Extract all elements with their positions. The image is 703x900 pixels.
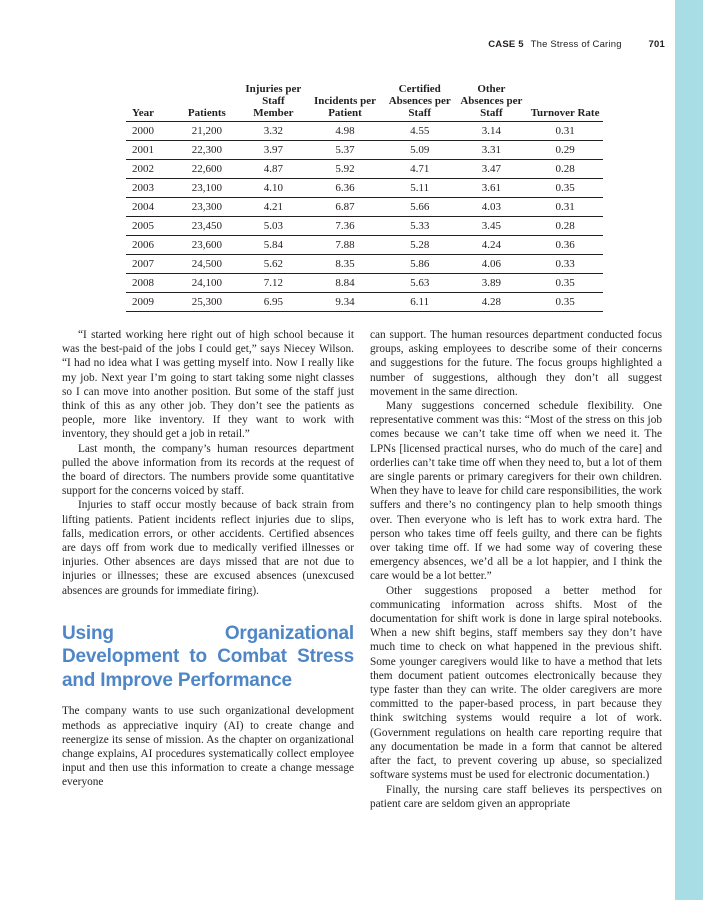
table-cell: 2002 xyxy=(126,160,173,179)
table-cell: 4.28 xyxy=(456,293,528,312)
table-cell: 7.88 xyxy=(306,236,384,255)
table-cell: 22,300 xyxy=(173,141,241,160)
table-cell: 4.03 xyxy=(456,198,528,217)
table-cell: 7.12 xyxy=(241,274,307,293)
table-cell: 2008 xyxy=(126,274,173,293)
table-cell: 3.45 xyxy=(456,217,528,236)
table-cell: 4.55 xyxy=(384,122,456,141)
right-text-column xyxy=(370,328,662,811)
table-cell: 6.11 xyxy=(384,293,456,312)
table-cell: 0.33 xyxy=(527,255,603,274)
table-cell: 3.47 xyxy=(456,160,528,179)
table-row xyxy=(126,255,603,274)
table-cell: 5.63 xyxy=(384,274,456,293)
table-cell: 2009 xyxy=(126,293,173,312)
table-cell: 4.06 xyxy=(456,255,528,274)
table-cell: 2000 xyxy=(126,122,173,141)
table-row xyxy=(126,198,603,217)
table-cell: 5.92 xyxy=(306,160,384,179)
table-header-row xyxy=(126,83,603,122)
table-cell: 3.14 xyxy=(456,122,528,141)
right-paragraphs xyxy=(370,399,662,811)
body-paragraph: Last month, the company’s human resources department pulled the above information from its records at the request of the board of directors. The numbers provide some quantitative support for the concerns voiced by staff. xyxy=(62,442,354,498)
table-row xyxy=(126,274,603,293)
table-cell: 22,600 xyxy=(173,160,241,179)
page-edge-color-strip xyxy=(675,0,703,900)
table-row xyxy=(126,122,603,141)
table-cell: 4.10 xyxy=(241,179,307,198)
col-header-other-absences: Other Absences per Staff xyxy=(456,83,528,122)
body-paragraph-continued: can support. The human resources department conducted focus groups, asking employees to describe some of their concerns and suggestions for the future. The focus groups highlighted a number of suggestions, although they don’t all suggest movement in the same direction. xyxy=(370,329,662,398)
table-cell: 2001 xyxy=(126,141,173,160)
table-cell: 3.89 xyxy=(456,274,528,293)
table-row xyxy=(126,293,603,312)
body-paragraph: Finally, the nursing care staff believes its perspectives on patient care are seldom given an appropriate xyxy=(370,783,662,810)
table-cell: 9.34 xyxy=(306,293,384,312)
col-header-certified-absences: Certified Absences per Staff xyxy=(384,83,456,122)
table-cell: 5.28 xyxy=(384,236,456,255)
table-cell: 0.28 xyxy=(527,217,603,236)
table-cell: 3.31 xyxy=(456,141,528,160)
table-cell: 8.35 xyxy=(306,255,384,274)
section-heading: Using Organizational Development to Combat Stress and Improve Performance xyxy=(62,622,354,691)
table-cell: 0.35 xyxy=(527,179,603,198)
table-cell: 8.84 xyxy=(306,274,384,293)
table-cell: 5.86 xyxy=(384,255,456,274)
left-text-column xyxy=(62,328,354,790)
table-cell: 4.24 xyxy=(456,236,528,255)
case-title: The Stress of Caring xyxy=(530,39,622,50)
body-paragraph: Many suggestions concerned schedule flexibility. One representative comment was this: “Most of the stress on this job comes because we can’t take time off when we need it. The LPNs [licensed practical nurses, who do much of the care] and orderlies can’t take time off when they need to, but a lot of them are single parents or primary caregivers for their own children. When they have to leave for child care responsibilities, the work suffers and there’s no contingency plan to help smooth things over. Then everyone who is left has to work extra hard. The person who takes time off feels guilty, and there can be fights over taking time off. If we had some way of covering these emergency absences, we’d all be a lot happier, and I think the care would be a lot better.” xyxy=(370,400,662,583)
table-cell: 2007 xyxy=(126,255,173,274)
table-cell: 4.87 xyxy=(241,160,307,179)
staff-statistics-table xyxy=(126,83,603,312)
table-cell: 2006 xyxy=(126,236,173,255)
table-body xyxy=(126,122,603,312)
table-cell: 0.36 xyxy=(527,236,603,255)
table-cell: 23,100 xyxy=(173,179,241,198)
table-cell: 3.32 xyxy=(241,122,307,141)
table-cell: 4.71 xyxy=(384,160,456,179)
table-cell: 0.31 xyxy=(527,198,603,217)
table-cell: 7.36 xyxy=(306,217,384,236)
table-cell: 4.98 xyxy=(306,122,384,141)
col-header-incidents: Incidents per Patient xyxy=(306,83,384,122)
table-row xyxy=(126,179,603,198)
table-cell: 0.31 xyxy=(527,122,603,141)
table-cell: 6.36 xyxy=(306,179,384,198)
table-cell: 23,450 xyxy=(173,217,241,236)
col-header-year: Year xyxy=(126,83,173,122)
table-row xyxy=(126,160,603,179)
table-cell: 24,500 xyxy=(173,255,241,274)
table-cell: 5.11 xyxy=(384,179,456,198)
table-cell: 2003 xyxy=(126,179,173,198)
table-cell: 23,600 xyxy=(173,236,241,255)
left-paragraphs xyxy=(62,328,354,598)
table-cell: 5.03 xyxy=(241,217,307,236)
col-header-injuries: Injuries per Staff Member xyxy=(241,83,307,122)
body-paragraph: Injuries to staff occur mostly because of back strain from lifting patients. Patient incidents reflect injuries due to slips, falls, medication errors, or other accidents. Certified absences are days off from work due to medically verified illnesses or injuries. Other absences are days missed that are not due to injuries or illnesses; these are excused absences (unexcused absences are grounds for immediate firing). xyxy=(62,499,354,597)
running-head xyxy=(420,39,665,50)
table-cell: 5.62 xyxy=(241,255,307,274)
table-cell: 5.33 xyxy=(384,217,456,236)
table-cell: 6.87 xyxy=(306,198,384,217)
body-paragraph: Other suggestions proposed a better method for communicating information across shifts. Most of the documentation for shift work is done in large spiral notebooks. When a new shift begins, staff members say they don’t have much time to check on what happened in the previous shift. Some younger caregivers would like to have a method that lets them document patient outcomes electronically because they type faster than they can write. The older caregivers are more committed to the paper-based process, in part because they think switching systems would require a lot of work. (Government regulations on health care reporting require that any documentation be made in a form that cannot be altered after the fact, to prevent covering up abuse, so specialized software systems must be used for electronic documentation.) xyxy=(370,584,662,782)
table-cell: 5.37 xyxy=(306,141,384,160)
page-number: 701 xyxy=(648,39,665,50)
table-cell: 25,300 xyxy=(173,293,241,312)
table-cell: 2004 xyxy=(126,198,173,217)
col-header-patients: Patients xyxy=(173,83,241,122)
table-cell: 3.61 xyxy=(456,179,528,198)
table-row xyxy=(126,236,603,255)
table-row xyxy=(126,141,603,160)
table-row xyxy=(126,217,603,236)
table-cell: 0.29 xyxy=(527,141,603,160)
table-cell: 23,300 xyxy=(173,198,241,217)
table-cell: 5.09 xyxy=(384,141,456,160)
table-cell: 4.21 xyxy=(241,198,307,217)
body-paragraph: “I started working here right out of high school because it was the best-paid of the jobs I could get,” says Niecey Wilson. “I had no idea what I was getting myself into. Now I really like my job. Next year I’m going to start taking some night classes so I can move into another position. But some of the staff just think of this as any other job. They don’t see the patients as people, more like inventory. If they want to work with inventory, they should get a job in retail.” xyxy=(62,329,354,441)
table-cell: 2005 xyxy=(126,217,173,236)
table-cell: 0.28 xyxy=(527,160,603,179)
table-cell: 21,200 xyxy=(173,122,241,141)
table-cell: 5.66 xyxy=(384,198,456,217)
table-cell: 0.35 xyxy=(527,293,603,312)
table-cell: 5.84 xyxy=(241,236,307,255)
case-label: CASE 5 xyxy=(488,39,524,50)
table-cell: 3.97 xyxy=(241,141,307,160)
body-paragraph: The company wants to use such organizational development methods as appreciative inquiry (AI) to create change and reenergize its sense of mission. As the chapter on organizational change explains, AI procedures systematically collect employee input and then use this information to create a change message everyone xyxy=(62,705,354,789)
table-cell: 6.95 xyxy=(241,293,307,312)
table-cell: 24,100 xyxy=(173,274,241,293)
col-header-turnover: Turnover Rate xyxy=(527,83,603,122)
table-cell: 0.35 xyxy=(527,274,603,293)
